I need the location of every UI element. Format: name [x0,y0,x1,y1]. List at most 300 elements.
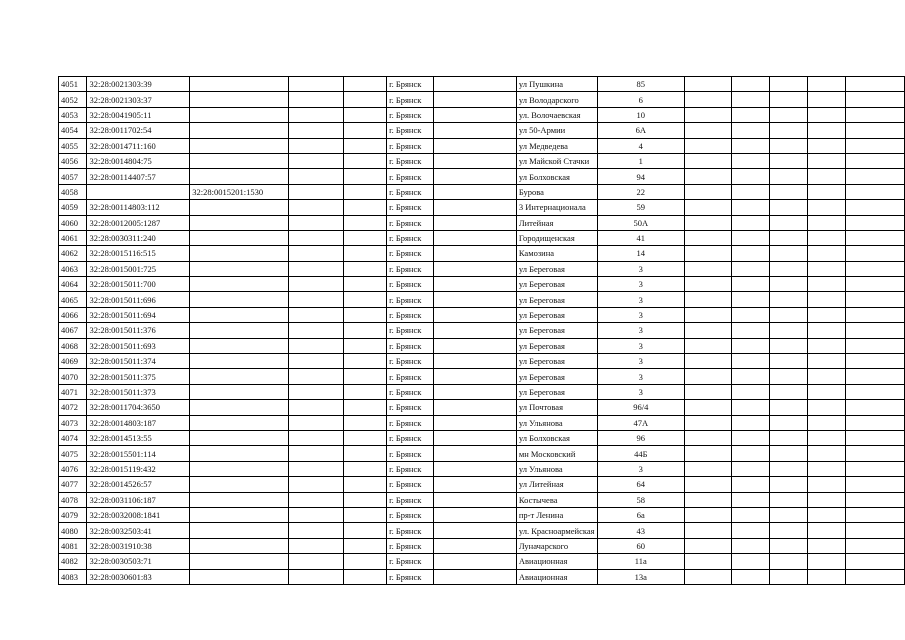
empty-cell [731,538,769,553]
empty-cell [846,354,905,369]
house-number-cell: 3 [597,384,684,399]
table-row [59,77,905,92]
cadastral-number-alt-cell: 32:28:0015201:1530 [190,184,289,199]
empty-cell [769,369,807,384]
empty-cell [289,138,344,153]
empty-cell [434,523,517,538]
row-number-cell: 4058 [59,184,87,199]
empty-cell [731,354,769,369]
cadastral-number-cell: 32:28:0015011:375 [87,369,190,384]
empty-cell [731,261,769,276]
empty-cell [808,307,846,322]
empty-cell [846,107,905,122]
cadastral-number-alt-cell [190,492,289,507]
cadastral-number-cell: 32:28:0030503:71 [87,554,190,569]
cadastral-number-cell: 32:28:0012005:1287 [87,215,190,230]
city-cell: г. Брянск [387,446,434,461]
table-row [59,246,905,261]
empty-cell [731,153,769,168]
empty-cell [731,507,769,522]
city-cell: г. Брянск [387,184,434,199]
empty-cell [846,277,905,292]
empty-cell [846,523,905,538]
empty-cell [289,215,344,230]
table-row [59,507,905,522]
house-number-cell: 47А [597,415,684,430]
empty-cell [769,230,807,245]
cadastral-number-alt-cell [190,261,289,276]
empty-cell [846,153,905,168]
street-cell: ул Медведева [516,138,597,153]
cadastral-number-cell: 32:28:0015011:700 [87,277,190,292]
empty-cell [344,277,387,292]
cadastral-number-cell: 32:28:0030601:83 [87,569,190,584]
cadastral-number-alt-cell [190,138,289,153]
row-number-cell: 4062 [59,246,87,261]
cadastral-number-cell: 32:28:0021303:37 [87,92,190,107]
empty-cell [731,92,769,107]
empty-cell [846,292,905,307]
empty-cell [434,200,517,215]
street-cell: Городищенская [516,230,597,245]
empty-cell [434,246,517,261]
empty-cell [808,523,846,538]
house-number-cell: 3 [597,277,684,292]
empty-cell [808,92,846,107]
table-row [59,384,905,399]
house-number-cell: 3 [597,323,684,338]
street-cell: ул Береговая [516,384,597,399]
empty-cell [731,107,769,122]
empty-cell [769,354,807,369]
street-cell: ул Береговая [516,261,597,276]
empty-cell [289,307,344,322]
cadastral-number-cell: 32:28:0015011:373 [87,384,190,399]
empty-cell [344,384,387,399]
empty-cell [434,92,517,107]
cadastral-number-cell: 32:28:0014526:57 [87,477,190,492]
table-row [59,123,905,138]
empty-cell [344,554,387,569]
row-number-cell: 4075 [59,446,87,461]
empty-cell [344,261,387,276]
empty-cell [289,415,344,430]
street-cell: 3 Интернационала [516,200,597,215]
row-number-cell: 4057 [59,169,87,184]
street-cell: ул. Волочаевская [516,107,597,122]
empty-cell [685,153,732,168]
row-number-cell: 4064 [59,277,87,292]
empty-cell [731,138,769,153]
empty-cell [434,261,517,276]
table-row [59,169,905,184]
empty-cell [731,446,769,461]
empty-cell [769,507,807,522]
empty-cell [685,215,732,230]
empty-cell [344,492,387,507]
house-number-cell: 6 [597,92,684,107]
empty-cell [434,554,517,569]
empty-cell [289,200,344,215]
house-number-cell: 10 [597,107,684,122]
empty-cell [808,338,846,353]
cadastral-number-alt-cell [190,230,289,245]
empty-cell [289,277,344,292]
table-row [59,477,905,492]
cadastral-number-cell: 32:28:0014513:55 [87,430,190,445]
street-cell: Авиационная [516,554,597,569]
empty-cell [731,569,769,584]
cadastral-number-alt-cell [190,292,289,307]
street-cell: Литейная [516,215,597,230]
city-cell: г. Брянск [387,200,434,215]
empty-cell [685,554,732,569]
city-cell: г. Брянск [387,107,434,122]
street-cell: ул Береговая [516,338,597,353]
house-number-cell: 3 [597,307,684,322]
empty-cell [289,430,344,445]
street-cell: ул Береговая [516,369,597,384]
street-cell: ул 50-Армии [516,123,597,138]
street-cell: Костычева [516,492,597,507]
empty-cell [769,415,807,430]
row-number-cell: 4081 [59,538,87,553]
empty-cell [434,415,517,430]
city-cell: г. Брянск [387,430,434,445]
empty-cell [344,123,387,138]
house-number-cell: 11а [597,554,684,569]
city-cell: г. Брянск [387,338,434,353]
cadastral-number-alt-cell [190,446,289,461]
empty-cell [344,292,387,307]
empty-cell [808,138,846,153]
empty-cell [808,230,846,245]
cadastral-number-cell: 32:28:0015011:694 [87,307,190,322]
table-row [59,138,905,153]
cadastral-number-alt-cell [190,430,289,445]
table-row [59,184,905,199]
empty-cell [846,369,905,384]
empty-cell [731,369,769,384]
city-cell: г. Брянск [387,477,434,492]
row-number-cell: 4072 [59,400,87,415]
house-number-cell: 43 [597,523,684,538]
table-row [59,461,905,476]
cadastral-number-cell: 32:28:0031106:187 [87,492,190,507]
empty-cell [731,277,769,292]
city-cell: г. Брянск [387,169,434,184]
address-registry-table [58,76,905,585]
empty-cell [846,554,905,569]
empty-cell [685,538,732,553]
empty-cell [289,338,344,353]
row-number-cell: 4053 [59,107,87,122]
empty-cell [344,369,387,384]
city-cell: г. Брянск [387,123,434,138]
street-cell: Камозина [516,246,597,261]
empty-cell [289,77,344,92]
empty-cell [685,354,732,369]
row-number-cell: 4059 [59,200,87,215]
city-cell: г. Брянск [387,538,434,553]
cadastral-number-alt-cell [190,277,289,292]
row-number-cell: 4054 [59,123,87,138]
empty-cell [808,400,846,415]
city-cell: г. Брянск [387,354,434,369]
empty-cell [289,369,344,384]
empty-cell [731,292,769,307]
empty-cell [731,230,769,245]
empty-cell [731,554,769,569]
empty-cell [808,477,846,492]
row-number-cell: 4082 [59,554,87,569]
empty-cell [731,77,769,92]
cadastral-number-alt-cell [190,92,289,107]
city-cell: г. Брянск [387,307,434,322]
empty-cell [685,492,732,507]
empty-cell [846,230,905,245]
empty-cell [846,569,905,584]
empty-cell [289,492,344,507]
empty-cell [769,569,807,584]
row-number-cell: 4063 [59,261,87,276]
table-row [59,338,905,353]
row-number-cell: 4051 [59,77,87,92]
empty-cell [289,92,344,107]
empty-cell [769,77,807,92]
empty-cell [289,169,344,184]
cadastral-number-cell: 32:28:0021303:39 [87,77,190,92]
cadastral-number-cell: 32:28:0032503:41 [87,523,190,538]
empty-cell [769,477,807,492]
empty-cell [769,92,807,107]
row-number-cell: 4069 [59,354,87,369]
row-number-cell: 4066 [59,307,87,322]
empty-cell [731,215,769,230]
city-cell: г. Брянск [387,77,434,92]
empty-cell [434,354,517,369]
empty-cell [685,507,732,522]
empty-cell [289,569,344,584]
empty-cell [769,261,807,276]
house-number-cell: 1 [597,153,684,168]
street-cell: ул. Красноармейская [516,523,597,538]
empty-cell [344,523,387,538]
street-cell: мн Московский [516,446,597,461]
empty-cell [846,323,905,338]
empty-cell [769,338,807,353]
empty-cell [344,461,387,476]
cadastral-number-cell: 32:28:0015011:693 [87,338,190,353]
cadastral-number-alt-cell [190,323,289,338]
empty-cell [289,153,344,168]
empty-cell [685,261,732,276]
table-row [59,538,905,553]
empty-cell [289,538,344,553]
house-number-cell: 3 [597,292,684,307]
empty-cell [769,430,807,445]
empty-cell [846,123,905,138]
empty-cell [769,184,807,199]
cadastral-number-cell: 32:28:0032008:1841 [87,507,190,522]
row-number-cell: 4068 [59,338,87,353]
empty-cell [808,384,846,399]
empty-cell [289,461,344,476]
empty-cell [434,507,517,522]
empty-cell [434,123,517,138]
empty-cell [434,153,517,168]
empty-cell [808,323,846,338]
cadastral-number-cell: 32:28:0011704:3650 [87,400,190,415]
empty-cell [344,184,387,199]
empty-cell [344,323,387,338]
city-cell: г. Брянск [387,292,434,307]
city-cell: г. Брянск [387,415,434,430]
cadastral-number-alt-cell [190,107,289,122]
empty-cell [434,107,517,122]
empty-cell [434,369,517,384]
house-number-cell: 6А [597,123,684,138]
empty-cell [846,400,905,415]
row-number-cell: 4061 [59,230,87,245]
house-number-cell: 14 [597,246,684,261]
house-number-cell: 3 [597,369,684,384]
street-cell: ул Береговая [516,323,597,338]
house-number-cell: 4 [597,138,684,153]
table-row [59,400,905,415]
empty-cell [434,477,517,492]
cadastral-number-cell: 32:28:0015001:725 [87,261,190,276]
cadastral-number-cell: 32:28:00114407:57 [87,169,190,184]
cadastral-number-alt-cell [190,569,289,584]
row-number-cell: 4078 [59,492,87,507]
empty-cell [344,138,387,153]
street-cell: Авиационная [516,569,597,584]
empty-cell [685,384,732,399]
street-cell: Бурова [516,184,597,199]
city-cell: г. Брянск [387,138,434,153]
empty-cell [434,446,517,461]
table-row [59,369,905,384]
empty-cell [769,200,807,215]
table-row [59,92,905,107]
house-number-cell: 22 [597,184,684,199]
empty-cell [289,292,344,307]
row-number-cell: 4067 [59,323,87,338]
empty-cell [289,230,344,245]
empty-cell [731,400,769,415]
house-number-cell: 6а [597,507,684,522]
cadastral-number-alt-cell [190,200,289,215]
empty-cell [434,461,517,476]
empty-cell [289,246,344,261]
table-row [59,323,905,338]
house-number-cell: 60 [597,538,684,553]
street-cell: ул Почтовая [516,400,597,415]
empty-cell [846,307,905,322]
row-number-cell: 4073 [59,415,87,430]
cadastral-number-cell: 32:28:0041905:11 [87,107,190,122]
street-cell: ул Болховская [516,169,597,184]
empty-cell [289,323,344,338]
city-cell: г. Брянск [387,384,434,399]
empty-cell [846,261,905,276]
empty-cell [344,430,387,445]
empty-cell [846,492,905,507]
empty-cell [685,292,732,307]
empty-cell [769,400,807,415]
empty-cell [769,169,807,184]
empty-cell [808,415,846,430]
empty-cell [731,200,769,215]
empty-cell [769,153,807,168]
empty-cell [846,138,905,153]
cadastral-number-cell: 32:28:0015119:432 [87,461,190,476]
empty-cell [846,461,905,476]
cadastral-number-alt-cell [190,384,289,399]
empty-cell [808,446,846,461]
empty-cell [808,169,846,184]
empty-cell [685,415,732,430]
empty-cell [289,261,344,276]
cadastral-number-cell: 32:28:0030311:240 [87,230,190,245]
street-cell: ул Береговая [516,292,597,307]
table-row [59,446,905,461]
empty-cell [846,246,905,261]
house-number-cell: 13а [597,569,684,584]
cadastral-number-cell: 32:28:0031910:38 [87,538,190,553]
row-number-cell: 4070 [59,369,87,384]
empty-cell [434,538,517,553]
empty-cell [289,507,344,522]
empty-cell [731,307,769,322]
table-row [59,153,905,168]
table-row [59,415,905,430]
empty-cell [289,446,344,461]
empty-cell [344,246,387,261]
empty-cell [685,246,732,261]
street-cell: Луначарского [516,538,597,553]
empty-cell [769,461,807,476]
street-cell: ул Майской Стачки [516,153,597,168]
empty-cell [769,246,807,261]
row-number-cell: 4065 [59,292,87,307]
house-number-cell: 3 [597,338,684,353]
house-number-cell: 96 [597,430,684,445]
cadastral-number-alt-cell [190,369,289,384]
empty-cell [685,169,732,184]
empty-cell [434,292,517,307]
house-number-cell: 59 [597,200,684,215]
street-cell: ул Береговая [516,307,597,322]
empty-cell [769,292,807,307]
cadastral-number-alt-cell [190,307,289,322]
row-number-cell: 4079 [59,507,87,522]
empty-cell [685,200,732,215]
empty-cell [808,261,846,276]
row-number-cell: 4083 [59,569,87,584]
empty-cell [289,123,344,138]
row-number-cell: 4052 [59,92,87,107]
row-number-cell: 4071 [59,384,87,399]
empty-cell [808,123,846,138]
city-cell: г. Брянск [387,369,434,384]
cadastral-number-alt-cell [190,354,289,369]
empty-cell [685,184,732,199]
empty-cell [769,323,807,338]
empty-cell [808,200,846,215]
empty-cell [434,430,517,445]
